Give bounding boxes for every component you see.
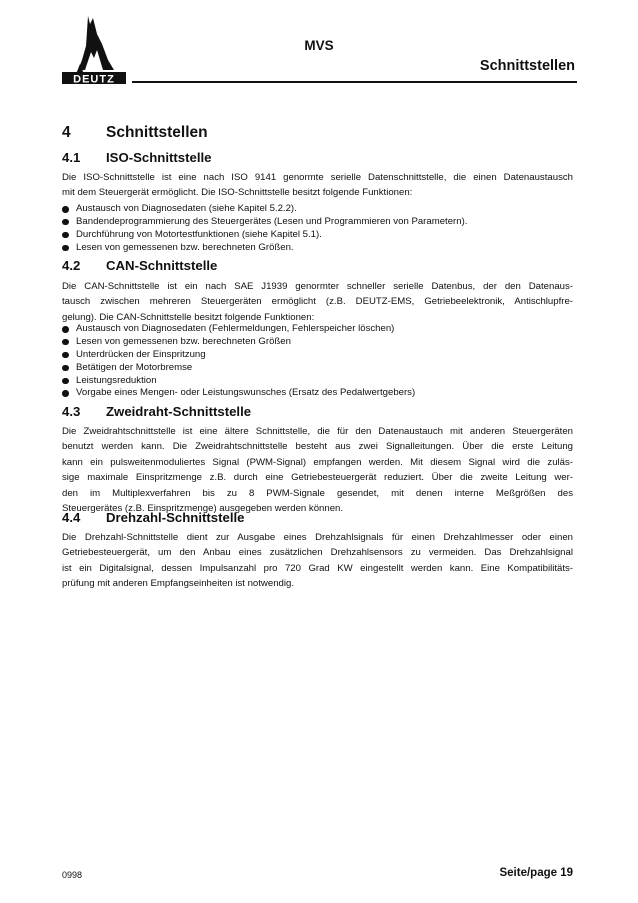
paragraph-line: Die ISO-Schnittstelle ist eine nach ISO 9141 genormte serielle Datenschnittstelle, die einen Datenaustausch [62, 172, 573, 183]
list-item [62, 203, 582, 216]
list-item-text: Vorgabe eines Mengen- oder Leistungswunsches (Ersatz des Pedalwertgebers) [76, 387, 416, 399]
bullet-icon [62, 219, 69, 226]
list-item [62, 375, 582, 388]
list-item [62, 323, 582, 336]
section-number: 4.1 [62, 150, 81, 165]
list-item-text: Unterdrücken der Einspritzung [76, 348, 206, 360]
paragraph-line: Steuergerätes (z.B. Einspritzmenge) ausgegeben werden können. [62, 502, 344, 514]
list-item-text: Austausch von Diagnosedaten (Fehlermeldungen, Fehlerspeicher löschen) [76, 323, 395, 334]
section-number: 4.3 [62, 404, 81, 419]
paragraph-line: gelung). Die CAN-Schnittstelle besitzt folgende Funktionen: [62, 311, 315, 323]
svg-text:DEUTZ: DEUTZ [73, 73, 115, 86]
section-title: Zweidraht-Schnittstelle [106, 404, 252, 419]
paragraph-line: tausch zwischen mehreren Steuergeräten ermöglicht (z.B. DEUTZ-EMS, Getriebeelektronik, Antischlupfre- [62, 296, 573, 308]
paragraph-line: sige maximale Einspritzmenge z.B. durch eine Getriebesteuergerät reduziert. Über die zweite Leitung wer- [62, 472, 573, 484]
paragraph-line: kann ein pulsweitenmoduliertes Signal (PWM-Signal) empfangen werden. Mit diesem Signal wird die zuläs- [62, 456, 573, 468]
doc-code: MVS [304, 38, 334, 53]
bullet-icon [62, 339, 69, 346]
list-item-text: Leistungsreduktion [76, 374, 157, 386]
bullet-icon [62, 232, 69, 239]
section-number: 4.2 [62, 258, 81, 273]
section-paragraph [62, 170, 573, 201]
bullet-icon [62, 390, 69, 397]
section-paragraph [62, 530, 573, 592]
section-title: ISO-Schnittstelle [106, 150, 212, 165]
list-item-text: Lesen von gemessenen bzw. berechneten Größen. [76, 241, 294, 253]
paragraph-line: ist ein Digitalsignal, dessen Impulsanzahl pro 720 Grad KW eingestellt werden kann. Eine Kompatibilitäts- [62, 562, 573, 574]
bullet-icon [62, 352, 69, 359]
list-item-text: Lesen von gemessenen bzw. berechneten Größen [76, 335, 291, 347]
section-title: Drehzahl-Schnittstelle [106, 510, 245, 525]
paragraph-line: Die CAN-Schnittstelle ist ein nach SAE J1939 genormter schneller serielle Datenbus, der den Datenaus- [62, 281, 573, 292]
paragraph-line: Getriebesteuergerät, um den Anbau eines zusätzlichen Drehzahlsensors zu vermeiden. Das Drehzahlsignal [62, 547, 573, 559]
bullet-icon [62, 326, 69, 333]
bullet-list [62, 203, 582, 255]
list-item [62, 216, 582, 229]
paragraph-line: benutzt werden kann. Die Zweidrahtschnittstelle besteht aus zwei Signalleitungen. Über die erste Leitung [62, 441, 573, 453]
list-item [62, 229, 582, 242]
paragraph-line: prüfung mit anderen Empfangseinheiten ist notwendig. [62, 578, 294, 590]
section-paragraph [62, 279, 573, 325]
list-item-text: Bandendeprogrammierung des Steuergerätes (Lesen und Programmieren von Parametern). [76, 215, 468, 227]
list-item [62, 349, 582, 362]
paragraph-line: Die Drehzahl-Schnittstelle dient zur Ausgabe eines Drehzahlsignals für einen Drehzahlmesser oder einen [62, 532, 573, 543]
chapter-title: Schnittstellen [106, 124, 208, 141]
paragraph-line: Die Zweidrahtschnittstelle ist eine ältere Schnittstelle, die für den Datenaustauch mit anderen Steuergeräten [62, 426, 573, 437]
bullet-icon [62, 206, 69, 213]
bullet-icon [62, 378, 69, 385]
paragraph-line: den im Multiplexverfahren bis zu 8 PWM-Signale gesendet, mit denen interne Meßgrößen des [62, 487, 573, 499]
bullet-list [62, 323, 582, 400]
section-paragraph [62, 424, 573, 516]
footer-date-code: 0998 [62, 870, 83, 880]
list-item [62, 387, 582, 400]
paragraph-line: mit dem Steuergerät ermöglicht. Die ISO-Schnittstelle besitzt folgende Funktionen: [62, 187, 413, 199]
list-item-text: Durchführung von Motortestfunktionen (siehe Kapitel 5.1). [76, 228, 322, 240]
list-item [62, 242, 582, 255]
list-item [62, 336, 582, 349]
chapter-number: 4 [62, 124, 71, 141]
header-divider [132, 81, 577, 83]
list-item [62, 362, 582, 375]
section-number: 4.4 [62, 510, 81, 525]
page-number: Seite/page 19 [499, 867, 573, 879]
list-item-text: Austausch von Diagnosedaten (siehe Kapitel 5.2.2). [76, 203, 297, 214]
section-title: CAN-Schnittstelle [106, 258, 218, 273]
bullet-icon [62, 365, 69, 372]
header-section-title: Schnittstellen [479, 58, 575, 74]
bullet-icon [62, 245, 69, 252]
list-item-text: Betätigen der Motorbremse [76, 361, 193, 373]
